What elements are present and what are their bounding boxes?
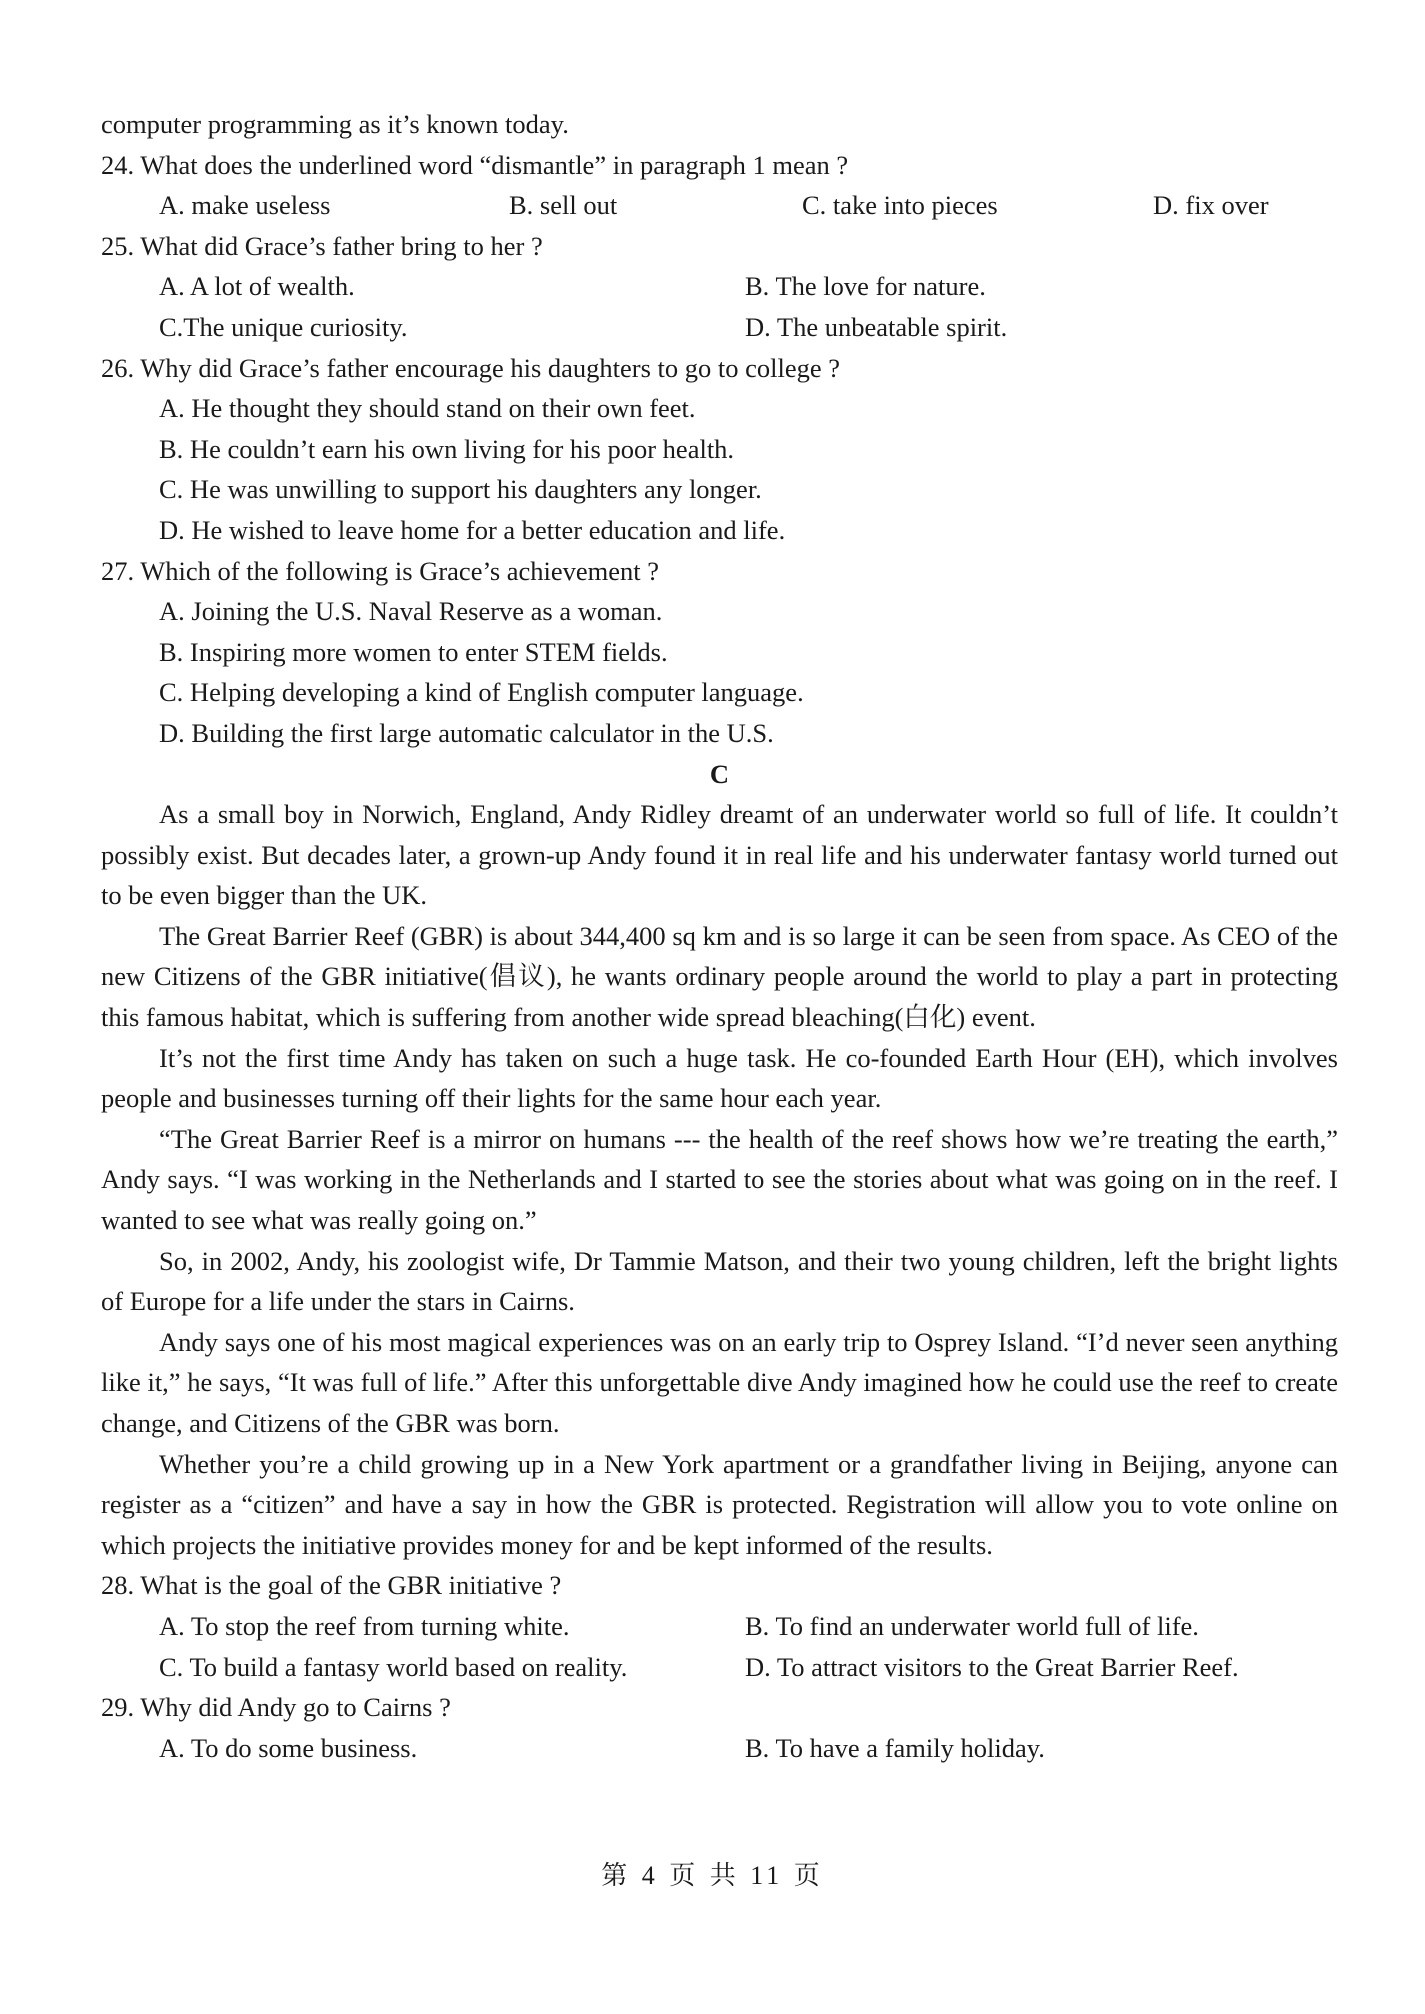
option-24-c: C. take into pieces (802, 190, 998, 221)
question-24-options (101, 185, 1338, 226)
question-25: 25. What did Grace’s father bring to her ? (101, 230, 543, 261)
exam-page (101, 104, 1338, 1768)
question-29-options-row1 (101, 1728, 1338, 1769)
option-26-c: C. He was unwilling to support his daughters any longer. (159, 474, 762, 505)
option-24-d: D. fix over (1153, 190, 1269, 221)
passage-paragraph-5: So, in 2002, Andy, his zoologist wife, Dr Tammie Matson, and their two young children, left the bright lights of Europe for a life under the stars in Cairns. (101, 1245, 1338, 1317)
option-29-a: A. To do some business. (159, 1732, 418, 1763)
option-25-c: C.The unique curiosity. (159, 311, 408, 342)
option-26-d: D. He wished to leave home for a better education and life. (159, 514, 786, 545)
option-25-d: D. The unbeatable spirit. (745, 311, 1008, 342)
option-26-b: B. He couldn’t earn his own living for his poor health. (159, 433, 735, 464)
page-number-footer: 第 4 页 共 11 页 (601, 1861, 824, 1890)
question-25-options-row2 (101, 307, 1338, 348)
option-28-b: B. To find an underwater world full of life. (745, 1610, 1199, 1641)
passage-paragraph-7: Whether you’re a child growing up in a New York apartment or a grandfather living in Beijing, anyone can register as a “citizen” and have a say in how the GBR is protected. Registration will allow you to vote online on which projects the initiative provides money for and be kept informed of the results. (101, 1448, 1338, 1560)
option-24-a: A. make useless (159, 190, 331, 221)
option-25-a: A. A lot of wealth. (159, 271, 355, 302)
option-24-b: B. sell out (509, 190, 618, 221)
question-24: 24. What does the underlined word “dismantle” in paragraph 1 mean ? (101, 149, 849, 180)
option-27-d: D. Building the first large automatic calculator in the U.S. (159, 717, 774, 748)
passage-paragraph-3: It’s not the first time Andy has taken on such a huge task. He co-founded Earth Hour (EH), which involves people and businesses turning off their lights for the same hour each year. (101, 1042, 1338, 1114)
question-26: 26. Why did Grace’s father encourage his daughters to go to college ? (101, 352, 841, 383)
question-25-options-row1 (101, 266, 1338, 307)
option-28-c: C. To build a fantasy world based on reality. (159, 1651, 628, 1682)
option-27-c: C. Helping developing a kind of English computer language. (159, 677, 804, 708)
passage-paragraph-2: The Great Barrier Reef (GBR) is about 344,400 sq km and is so large it can be seen from space. As CEO of the new Citizens of the GBR initiative(倡议), he wants ordinary people around the world to play a part in protecting this famous habitat, which is suffering from another wide spread bleaching(白化) event. (101, 920, 1338, 1033)
option-29-b: B. To have a family holiday. (745, 1732, 1045, 1763)
option-28-d: D. To attract visitors to the Great Barrier Reef. (745, 1651, 1239, 1682)
option-26-a: A. He thought they should stand on their own feet. (159, 393, 696, 424)
option-27-a: A. Joining the U.S. Naval Reserve as a woman. (159, 596, 663, 627)
question-28-options-row2 (101, 1647, 1338, 1688)
question-28-options-row1 (101, 1606, 1338, 1647)
option-25-b: B. The love for nature. (745, 271, 986, 302)
option-28-a: A. To stop the reef from turning white. (159, 1610, 570, 1641)
section-c-title: C (709, 758, 730, 789)
question-29: 29. Why did Andy go to Cairns ? (101, 1692, 451, 1723)
option-27-b: B. Inspiring more women to enter STEM fields. (159, 636, 668, 667)
intro-line: computer programming as it’s known today. (101, 109, 569, 139)
question-28: 28. What is the goal of the GBR initiative ? (101, 1570, 562, 1601)
passage-paragraph-4: “The Great Barrier Reef is a mirror on humans --- the health of the reef shows how we’re treating the earth,” Andy says. “I was working in the Netherlands and I started to see the stories about what was going on in the reef. I wanted to see what was really going on.” (101, 1123, 1338, 1236)
passage-paragraph-6: Andy says one of his most magical experiences was on an early trip to Osprey Island. “I’d never seen anything like it,” he says, “It was full of life.” After this unforgettable dive Andy imagined how he could use the reef to create change, and Citizens of the GBR was born. (101, 1326, 1338, 1438)
question-27: 27. Which of the following is Grace’s achievement ? (101, 555, 660, 586)
passage-paragraph-1: As a small boy in Norwich, England, Andy Ridley dreamt of an underwater world so full of life. It couldn’t possibly exist. But decades later, a grown-up Andy found it in real life and his underwater fantasy world turned out to be even bigger than the UK. (101, 799, 1338, 911)
